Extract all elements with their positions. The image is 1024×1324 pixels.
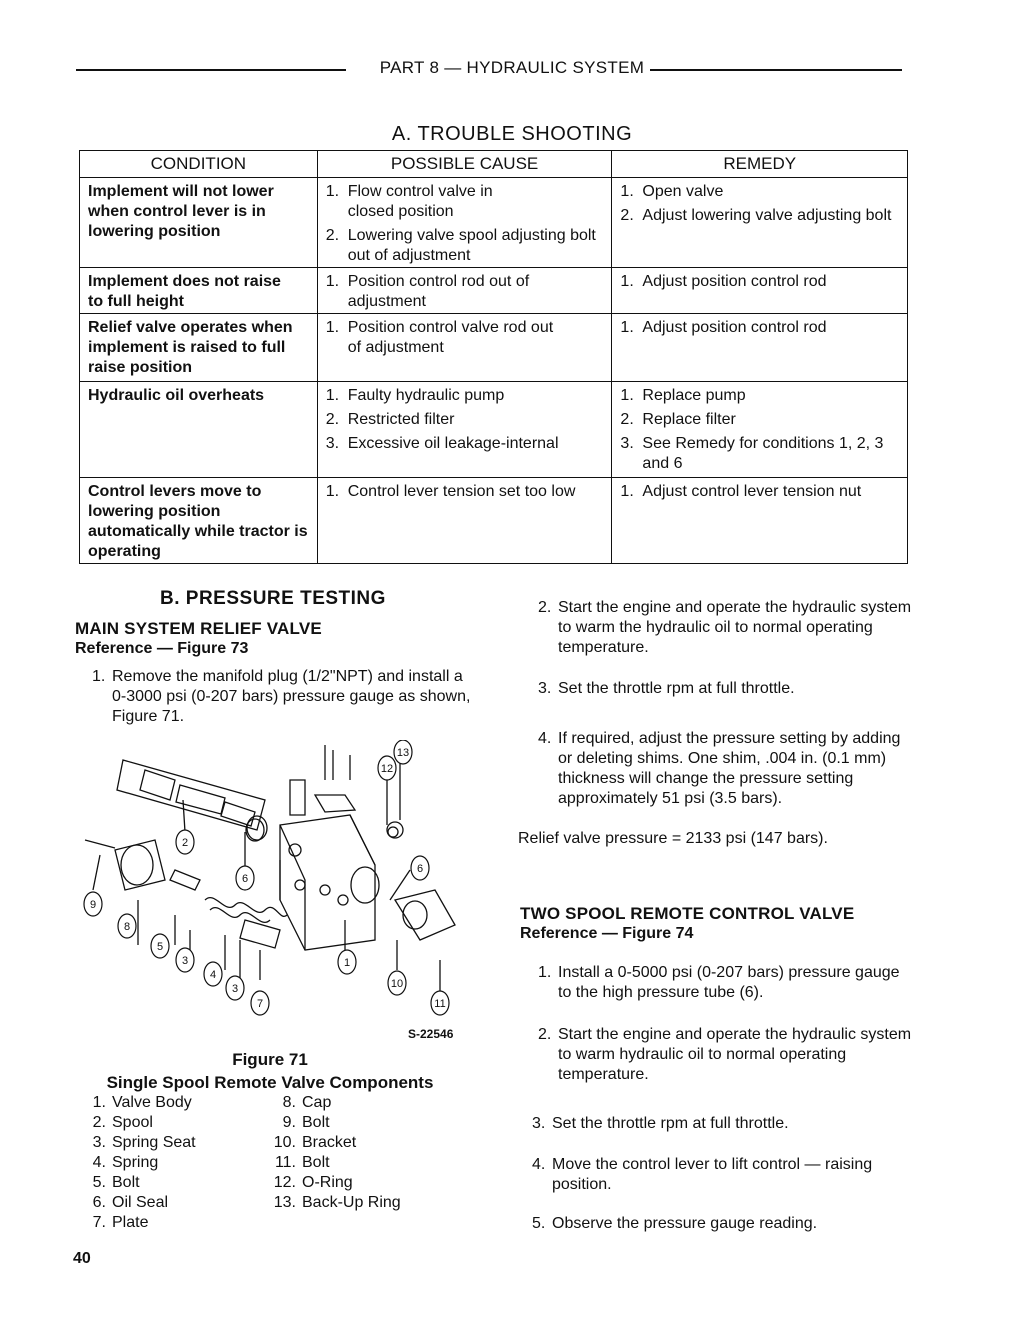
main-relief-step-2: 2. Start the engine and operate the hydraulic system to warm the hydraulic oil to normal operating temperature. — [538, 599, 912, 656]
figure-71-diagram — [75, 740, 465, 1020]
section-a-title: A. TROUBLE SHOOTING — [391, 123, 633, 145]
two-spool-step-4: 4. Move the control lever to lift control — raising position. — [532, 1156, 873, 1193]
remedy-item: 1. Replace pump — [620, 387, 746, 404]
list-item: 11. Bolt — [274, 1154, 330, 1171]
cause-item: 3. Excessive oil leakage-internal — [325, 435, 559, 452]
two-spool-step-1: 1. Install a 0-5000 psi (0-207 bars) pressure gauge to the high pressure tube (6). — [538, 964, 900, 1001]
svg-text:1: 1 — [343, 957, 351, 969]
remedy-item: 1. Adjust position control rod — [620, 273, 827, 290]
table-row — [80, 382, 908, 478]
condition-cell: Implement will not lower when control lever is in lowering position — [88, 183, 274, 240]
list-item: 7. Plate — [92, 1214, 149, 1231]
main-relief-step-4: 4. If required, adjust the pressure setting by adding or deleting shims. One shim, .004 in. (0.1 mm) thickness will change the pressure setting approximately 51 psi (3.5 bars). — [538, 730, 901, 807]
list-item: 10. Bracket — [273, 1134, 357, 1151]
svg-text:6: 6 — [416, 863, 424, 875]
svg-text:2: 2 — [181, 837, 189, 849]
condition-cell: Implement does not raise to full height — [88, 273, 281, 310]
table-row — [80, 478, 908, 564]
list-item: 3. Spring Seat — [92, 1134, 196, 1151]
remedy-item: 2. Replace filter — [620, 411, 736, 428]
remedy-item: 1. Adjust control lever tension nut — [620, 483, 862, 500]
cause-item: 1. Faulty hydraulic pump — [325, 387, 505, 404]
callout-7 — [251, 991, 269, 1015]
list-item: 12. O-Ring — [273, 1174, 353, 1191]
list-item: 5. Bolt — [92, 1174, 140, 1191]
main-relief-heading: MAIN SYSTEM RELIEF VALVE — [75, 619, 322, 638]
svg-text:11: 11 — [434, 998, 446, 1010]
list-item: 6. Oil Seal — [92, 1194, 169, 1211]
condition-cell: Control levers move to lowering position automatically while tractor is operating — [88, 483, 308, 560]
cause-item: 1. Flow control valve in closed position — [325, 183, 493, 220]
svg-text:3: 3 — [181, 955, 189, 967]
condition-cell: Hydraulic oil overheats — [88, 387, 265, 404]
callout-5 — [151, 934, 169, 958]
remedy-item: 3. See Remedy for conditions 1, 2, 3 and 6 — [620, 435, 884, 472]
header-condition: CONDITION — [80, 151, 318, 178]
table-header-row — [80, 151, 908, 178]
figure-code: S-22546 — [408, 1027, 454, 1041]
callout-1 — [338, 950, 356, 974]
two-spool-heading: TWO SPOOL REMOTE CONTROL VALVE — [520, 904, 855, 923]
table-row — [80, 314, 908, 382]
svg-text:6: 6 — [241, 873, 249, 885]
two-spool-reference: Reference — Figure 74 — [520, 925, 694, 942]
remedy-item: 1. Adjust position control rod — [620, 319, 827, 336]
cause-item: 2. Restricted filter — [325, 411, 455, 428]
trouble-shooting-table — [79, 150, 908, 564]
main-relief-reference: Reference — Figure 73 — [75, 640, 249, 657]
section-b-title: B. PRESSURE TESTING — [160, 588, 386, 609]
cause-item: 1. Position control valve rod out of adjustment — [325, 319, 554, 356]
list-item: 4. Spring — [92, 1154, 159, 1171]
svg-text:3: 3 — [231, 983, 239, 995]
two-spool-step-5: 5. Observe the pressure gauge reading. — [532, 1215, 818, 1232]
condition-cell: Relief valve operates when implement is raised to full raise position — [88, 319, 293, 376]
callout-10 — [388, 971, 406, 995]
two-spool-step-2: 2. Start the engine and operate the hydraulic system to warm hydraulic oil to normal operating temperature. — [538, 1026, 912, 1083]
callout-6 — [411, 856, 429, 880]
svg-text:7: 7 — [256, 998, 264, 1010]
parts-list-right — [272, 1093, 401, 1213]
remedy-item: 2. Adjust lowering valve adjusting bolt — [620, 207, 892, 224]
cause-item: 2. Lowering valve spool adjusting bolt out of adjustment — [325, 227, 596, 264]
svg-text:9: 9 — [89, 899, 97, 911]
svg-text:12: 12 — [380, 763, 394, 775]
callout-3 — [226, 976, 244, 1000]
parts-list-left — [82, 1093, 196, 1233]
list-item: 13. Back-Up Ring — [273, 1194, 401, 1211]
callout-13 — [394, 740, 412, 764]
svg-text:10: 10 — [390, 978, 404, 990]
page-number: 40 — [73, 1250, 91, 1267]
callout-11 — [431, 991, 449, 1015]
relief-valve-pressure: Relief valve pressure = 2133 psi (147 bars). — [518, 830, 828, 847]
page-header-title: PART 8 — HYDRAULIC SYSTEM — [374, 58, 650, 77]
svg-text:8: 8 — [123, 921, 131, 933]
callout-12 — [378, 756, 396, 780]
table-row — [80, 178, 908, 268]
main-relief-step-1: 1. Remove the manifold plug (1/2"NPT) and install a 0-3000 psi (0-207 bars) pressure gauge as shown, Figure 71. — [92, 668, 471, 725]
svg-text:13: 13 — [396, 747, 410, 759]
page-header — [0, 58, 1024, 78]
table-row — [80, 268, 908, 314]
callout-3 — [176, 948, 194, 972]
cause-item: 1. Control lever tension set too low — [325, 483, 576, 500]
main-relief-step-3: 3. Set the throttle rpm at full throttle. — [538, 680, 795, 697]
callout-9 — [84, 892, 102, 916]
callout-2 — [176, 830, 194, 854]
header-possible-cause: POSSIBLE CAUSE — [317, 151, 612, 178]
callout-8 — [118, 914, 136, 938]
figure-caption: Figure 71 — [232, 1050, 308, 1069]
svg-text:4: 4 — [209, 969, 217, 981]
svg-text:5: 5 — [156, 941, 164, 953]
header-remedy: REMEDY — [612, 151, 908, 178]
list-item: 8. Cap — [282, 1094, 332, 1111]
list-item: 1. Valve Body — [92, 1094, 192, 1111]
two-spool-step-3: 3. Set the throttle rpm at full throttle. — [532, 1115, 789, 1132]
callout-4 — [204, 962, 222, 986]
remedy-item: 1. Open valve — [620, 183, 724, 200]
list-item: 2. Spool — [92, 1114, 153, 1131]
callout-6 — [236, 866, 254, 890]
list-item: 9. Bolt — [282, 1114, 330, 1131]
cause-item: 1. Position control rod out of adjustment — [325, 273, 530, 310]
figure-subtitle: Single Spool Remote Valve Components — [106, 1073, 434, 1092]
